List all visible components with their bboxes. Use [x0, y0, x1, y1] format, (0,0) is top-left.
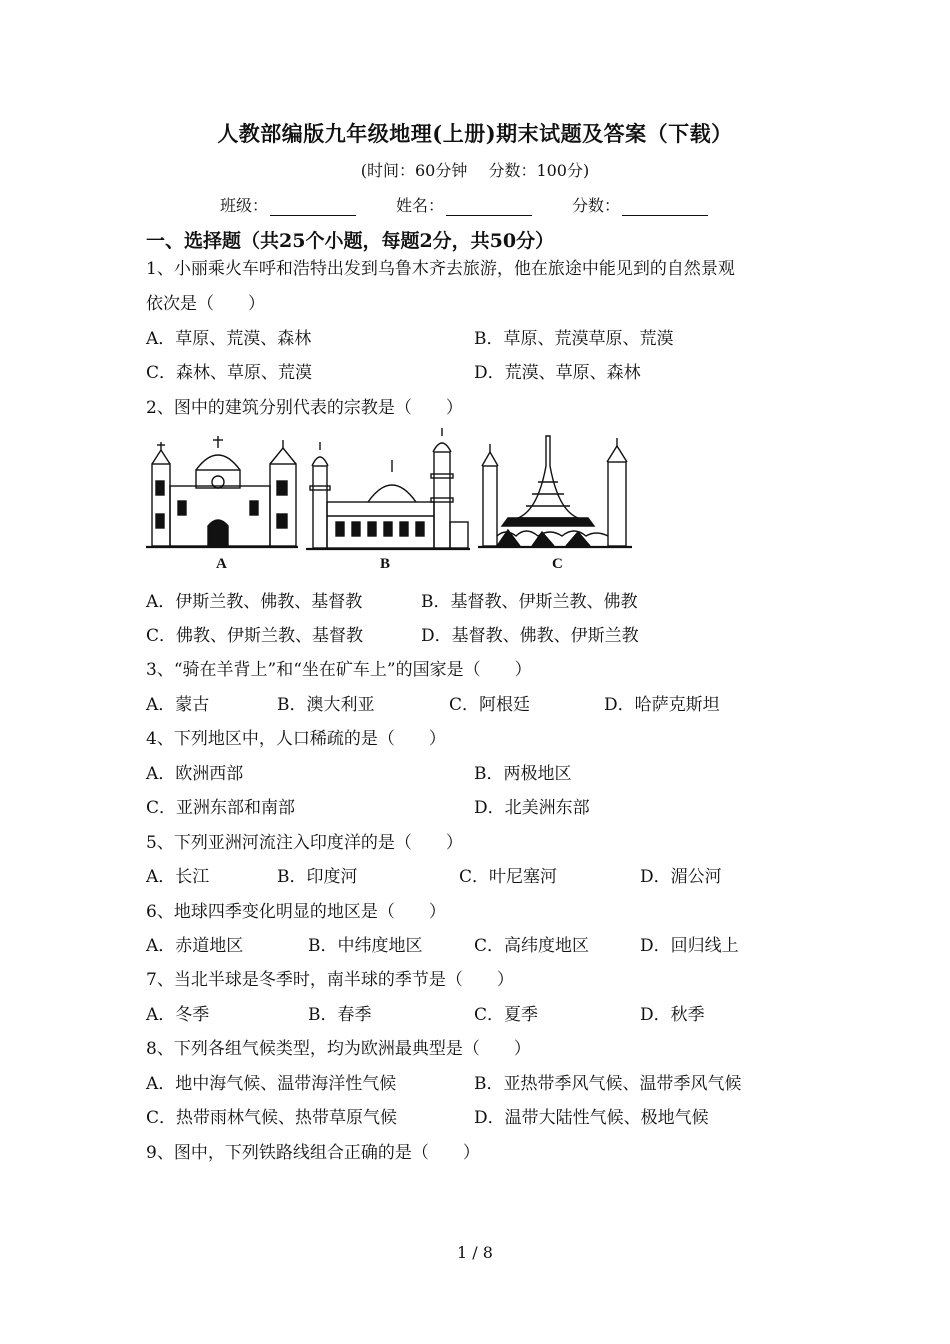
q5-stem: 5、下列亚洲河流注入印度洋的是（ ）: [146, 833, 463, 853]
name-field: [396, 193, 532, 216]
q2-option-a: A．伊斯兰教、佛教、基督教: [146, 592, 363, 612]
page-number: 1 / 8: [457, 1243, 493, 1262]
q3-stem: 3、“骑在羊背上”和“坐在矿车上”的国家是（ ）: [146, 660, 532, 680]
score-field: [572, 193, 708, 216]
q5-option-a: A．长江: [146, 867, 210, 887]
figure-label-a: A: [216, 556, 227, 571]
q6-option-b: B．中纬度地区: [308, 936, 423, 956]
q4-option-c: C．亚洲东部和南部: [146, 798, 296, 818]
q7-stem: 7、当北半球是冬季时，南半球的季节是（ ）: [146, 970, 514, 990]
score-label: 分数：: [572, 196, 621, 215]
q2-stem: 2、图中的建筑分别代表的宗教是（ ）: [146, 398, 463, 418]
q1-option-a: A．草原、荒漠、森林: [146, 329, 312, 349]
q8-stem: 8、下列各组气候类型，均为欧洲最典型是（ ）: [146, 1039, 531, 1059]
figure-label-b: B: [380, 556, 391, 571]
q5-option-d: D．湄公河: [640, 867, 722, 887]
q8-option-b: B．亚热带季风气候、温带季风气候: [474, 1074, 742, 1094]
q6-option-c: C．高纬度地区: [474, 936, 590, 956]
mosque-drawing: [306, 428, 470, 549]
q2-option-c: C．佛教、伊斯兰教、基督教: [146, 626, 364, 646]
name-blank: [446, 197, 532, 216]
q4-stem: 4、下列地区中，人口稀疏的是（ ）: [146, 729, 446, 749]
q9-stem: 9、图中，下列铁路线组合正确的是（ ）: [146, 1143, 480, 1163]
q3-option-d: D．哈萨克斯坦: [604, 695, 720, 715]
q7-option-b: B．春季: [308, 1005, 372, 1025]
q7-option-d: D．秋季: [640, 1005, 705, 1025]
q1-stem-line2: 依次是（ ）: [146, 294, 265, 314]
q2-option-d: D．基督教、佛教、伊斯兰教: [421, 626, 639, 646]
cathedral-drawing: [146, 436, 298, 547]
q2-option-b: B．基督教、伊斯兰教、佛教: [421, 592, 638, 612]
q6-option-d: D．回归线上: [640, 936, 739, 956]
q3-option-a: A．蒙古: [146, 695, 210, 715]
figure-label-c: C: [552, 556, 563, 571]
exam-time-score: (时间：60分钟 分数：100分): [360, 161, 590, 180]
q8-option-a: A．地中海气候、温带海洋性气候: [146, 1074, 397, 1094]
q4-option-b: B．两极地区: [474, 764, 572, 784]
q6-option-a: A．赤道地区: [146, 936, 244, 956]
page-title: 人教部编版九年级地理(上册)期末试题及答案（下载）: [217, 121, 733, 146]
pagoda-drawing: [478, 436, 632, 547]
q3-option-b: B．澳大利亚: [277, 695, 375, 715]
q5-option-b: B．印度河: [277, 867, 358, 887]
class-blank: [270, 197, 356, 216]
q7-option-a: A．冬季: [146, 1005, 210, 1025]
q8-option-d: D．温带大陆性气候、极地气候: [474, 1108, 709, 1128]
q3-option-c: C．阿根廷: [449, 695, 531, 715]
religious-buildings-figure: [146, 426, 636, 571]
q5-option-c: C．叶尼塞河: [459, 867, 558, 887]
q8-option-c: C．热带雨林气候、热带草原气候: [146, 1108, 398, 1128]
section-heading-choice: 一、选择题（共25个小题，每题2分，共50分）: [146, 230, 555, 252]
class-label: 班级：: [220, 196, 269, 215]
score-blank: [622, 197, 708, 216]
name-label: 姓名：: [396, 196, 445, 215]
q4-option-d: D．北美洲东部: [474, 798, 590, 818]
q6-stem: 6、地球四季变化明显的地区是（ ）: [146, 902, 446, 922]
q1-stem-line1: 1、小丽乘火车呼和浩特出发到乌鲁木齐去旅游，他在旅途中能见到的自然景观: [146, 259, 735, 279]
q1-option-c: C．森林、草原、荒漠: [146, 363, 313, 383]
q1-option-d: D．荒漠、草原、森林: [474, 363, 641, 383]
q7-option-c: C．夏季: [474, 1005, 539, 1025]
student-info-row: [220, 193, 748, 216]
q1-option-b: B．草原、荒漠草原、荒漠: [474, 329, 674, 349]
class-field: [220, 193, 356, 216]
q4-option-a: A．欧洲西部: [146, 764, 244, 784]
